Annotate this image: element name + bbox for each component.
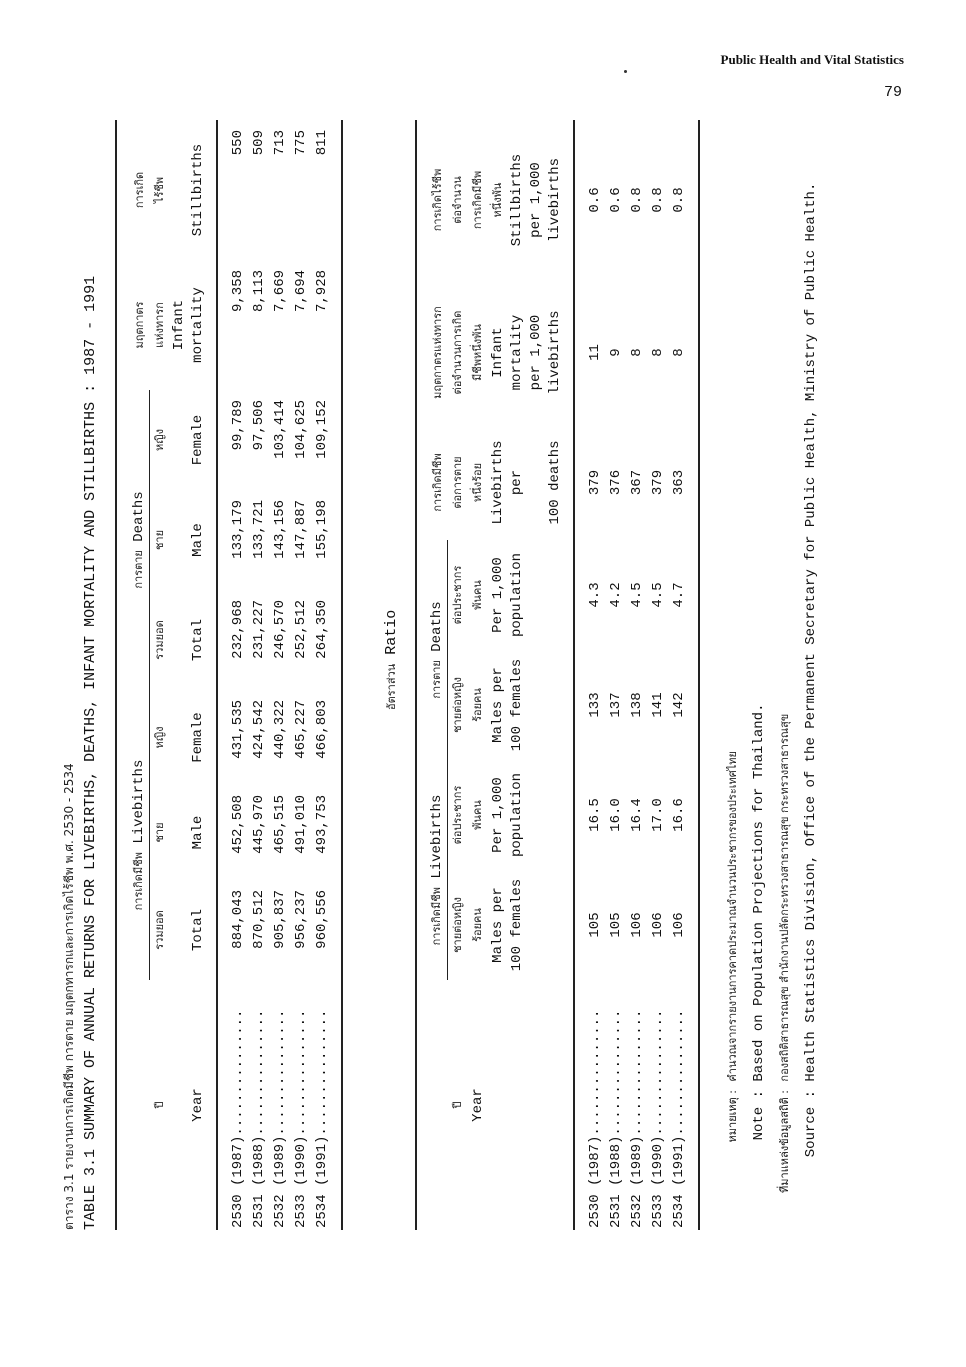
lb-female: 431,535 [230,700,246,759]
d-male: 147,887 [293,500,309,559]
lb-female: 440,322 [272,700,288,759]
c1-en2: 100 females [509,878,525,972]
c3-en2: 100 females [509,658,525,752]
c4-th2: พันคน [471,580,484,610]
still-th2: ไร้ชีพ [153,176,166,204]
c7: 0.8 [629,187,645,213]
d-male: 133,721 [251,500,267,559]
lb-total: 870,512 [251,890,267,949]
c5-th3: หนึ่งร้อย [471,462,484,503]
c3: 133 [587,692,603,718]
lb-male: 445,970 [251,795,267,854]
lb-female: 465,227 [293,700,309,759]
lb-female-th: หญิง [153,726,166,749]
c5: 376 [608,469,624,496]
lb-female: 424,542 [251,700,267,759]
d-female-en: Female [190,414,206,466]
table-row [270,120,291,1230]
note-thai-line [720,183,746,1230]
d-total: 231,227 [251,600,267,659]
lb-total-th: รวมยอด [153,910,166,950]
c5-th2: ต่อการตาย [451,456,464,509]
c7-th3: การเกิดมีชีพ [471,170,484,230]
c1: 106 [650,912,666,938]
c7-en3: livebirths [547,158,563,243]
still-th1: การเกิด [132,171,146,209]
c3: 141 [650,692,666,718]
row-year: 2534 (1991)............... [314,1009,330,1228]
d-male-th: ชาย [153,529,166,551]
table-row [627,120,648,1230]
speck [624,70,627,73]
c4: 4.2 [608,582,624,608]
c2-en1: Per 1,000 [490,777,506,853]
ratio-year-en: Year [470,1088,486,1122]
lb-total: 905,837 [272,890,288,949]
c7-en2: per 1,000 [528,162,544,238]
lb-total: 884,043 [230,890,246,949]
livebirths-th: การเกิดมีชีพ [132,852,145,911]
lb-male: 491,010 [293,795,309,854]
c4-th1: ต่อประชากร [451,565,464,625]
d-total-th: รวมยอด [153,620,166,660]
c4: 4.5 [650,582,666,608]
d-total: 264,350 [314,600,330,659]
c2: 17.0 [650,798,666,832]
ratio-year-th: ปี [451,1101,464,1109]
source-text-th: กองสถิติสาธารณสุข สำนักงานปลัดกระทรวงสาธารณสุข กระทรวงสาธารณสุข [778,713,791,1082]
d-male: 155,198 [314,500,330,559]
ratio-label [382,610,400,710]
ratio-deaths-th: การตาย [430,660,443,699]
year-header-cell [116,980,150,1230]
still: 713 [272,130,288,156]
c7-th2: ต่อจำนวน [451,176,464,224]
summary-table [115,120,343,1230]
row-year: 2532 (1989)............... [272,1009,288,1228]
table-title-thai: ตาราง 3.1 รายงานการเกิดมีชีพ การตาย มฤตกทารกและการเกิดไร้ชีพ พ.ศ. 2530 - 2534 [62,763,76,1230]
table-row [606,120,627,1230]
ratio-livebirths-th: การเกิดมีชีพ [430,887,443,946]
c5: 363 [671,469,687,496]
c6-en2: mortality [509,314,525,391]
table-row [648,120,669,1230]
lb-total: 960,556 [314,890,330,949]
c6: 8 [671,348,687,357]
c2: 16.5 [587,798,603,832]
lb-male: 452,508 [230,795,246,854]
note-label-en: Note : [751,1090,767,1141]
c7: 0.6 [587,187,603,213]
c3-en1: Males per [490,667,506,743]
c6-th1: มฤตกาตรแห่งทารก [430,306,444,399]
c7-en1: Stillbirths [509,153,525,247]
lb-total-en: Total [190,909,206,952]
d-female: 109,152 [314,400,330,459]
infant-th1: มฤตกาตร [132,301,146,349]
deaths-group-header [116,390,150,690]
c1: 105 [587,912,603,938]
c2-th1: ต่อประชากร [451,785,464,845]
deaths-en: Deaths [131,491,147,542]
c6: 8 [650,348,666,357]
d-female: 103,414 [272,400,288,459]
infant: 7,669 [272,270,288,313]
c7: 0.6 [608,187,624,213]
c5: 379 [587,469,603,496]
c1: 106 [671,912,687,938]
infant-en2: mortality [190,287,206,363]
d-total: 246,570 [272,600,288,659]
row-year: 2533 (1990)............... [293,1009,309,1228]
c6-en1: Infant [490,327,506,378]
table-row [574,120,606,1230]
note-english-line [746,183,772,1230]
c6-en3: per 1,000 [528,314,544,391]
d-male: 133,179 [230,500,246,559]
c5: 367 [629,469,645,496]
c7-en-rest [527,120,574,280]
d-total: 252,512 [293,600,309,659]
row-year: 2531 (1988)............... [251,1009,267,1228]
row-year: 2530 (1987)............... [230,1009,246,1228]
c2-en2: population [509,773,525,858]
ratio-deaths-group [416,540,448,760]
c6-th3: มีชีพหนึ่งพัน [471,324,484,381]
c3: 138 [629,692,645,718]
year-en: Year [190,1088,206,1122]
page-number: 79 [883,84,902,101]
lb-total: 956,237 [293,890,309,949]
row-year: 2534 (1991)............... [671,1009,687,1228]
table-row [249,120,270,1230]
lb-female: 466,803 [314,700,330,759]
row-year: 2533 (1990)............... [650,1009,666,1228]
source-text-en: Health Statistics Division, Office of the Permanent Secretary for Public Health, Ministry of Public Health. [803,182,819,1082]
c1-th1: ชายต่อหญิง [451,897,464,953]
c7: 0.8 [671,187,687,213]
c4: 4.7 [671,582,687,608]
c2: 16.0 [608,798,624,832]
infant: 8,113 [251,270,267,313]
table-row [669,120,699,1230]
source-label-en: Source : [803,1090,819,1158]
still: 811 [314,130,330,156]
row-year: 2531 (1988)............... [608,1009,624,1228]
table-notes [720,183,824,1230]
d-female: 99,789 [230,400,246,451]
c4: 4.3 [587,582,603,608]
c5-en1: Livebirths [490,440,506,525]
c7: 0.8 [650,187,666,213]
c1-en1: Males per [490,887,506,963]
infant-en1: Infant [171,299,187,351]
infant: 9,358 [230,270,246,313]
c7-th4: หนึ่งพัน [491,182,504,218]
ratio-label-th: อัตราส่วน [385,663,398,710]
c5-en3: 100 deaths [547,440,563,525]
c4: 4.5 [629,582,645,608]
infant: 7,694 [293,270,309,313]
ratio-table [415,120,700,1230]
table-row [217,120,249,1230]
lb-male-en: Male [190,815,206,850]
year-th: ปี [153,1101,166,1109]
still: 775 [293,130,309,156]
c1: 105 [608,912,624,938]
c5-en2: per [509,469,525,496]
running-header: Public Health and Vital Statistics [720,52,904,67]
c3: 142 [671,692,687,718]
livebirths-group-header [116,690,150,980]
c6-th2: ต่อจำนวนการเกิด [451,310,464,395]
c6: 8 [629,348,645,357]
source-label-th: ที่มาแหล่งข้อมูลสถิติ : [778,1090,791,1193]
lb-male: 465,515 [272,795,288,854]
d-female-th: หญิง [153,429,166,451]
lb-male: 493,753 [314,795,330,854]
c2-th2: พันคน [471,800,484,830]
c1: 106 [629,912,645,938]
deaths-th: การตาย [132,550,145,589]
infant: 7,928 [314,270,330,313]
infant-header-th1 [116,260,150,390]
c4-en2: population [509,553,525,638]
infant-en [170,260,217,390]
c3-th2: ร้อยคน [471,688,484,722]
ratio-deaths-en: Deaths [429,601,445,652]
d-male: 143,156 [272,500,288,559]
c6-en4: livebirths [547,310,563,395]
table-row [312,120,342,1230]
c2: 16.6 [671,798,687,832]
c4-en1: Per 1,000 [490,557,506,633]
c2: 16.4 [629,798,645,832]
c7-th1: การเกิดไร้ชีพ [430,168,444,232]
c6-en-rest [527,280,574,425]
d-total-en: Total [190,619,206,662]
c3: 137 [608,692,624,718]
ratio-livebirths-en: Livebirths [429,794,445,879]
d-total: 232,968 [230,600,246,659]
table-row [291,120,312,1230]
c3-th1: ชายต่อหญิง [451,677,464,733]
c1-th2: ร้อยคน [471,908,484,942]
source-english-line [798,183,824,1230]
rotated-table-page [60,120,900,1230]
row-year: 2532 (1989)............... [629,1009,645,1228]
d-female: 97,506 [251,400,267,451]
lb-male-th: ชาย [153,822,166,843]
source-thai-line [772,183,798,1230]
ratio-label-en: Ratio [383,609,400,655]
c6: 9 [608,348,624,357]
d-male-en: Male [190,523,206,557]
note-label-th: หมายเหตุ : [726,1090,739,1143]
still: 509 [251,130,267,156]
row-year: 2530 (1987)............... [587,1009,603,1228]
ratio-livebirths-group [416,760,448,980]
infant-th2: แห่งทารก [153,302,166,348]
note-text-en: Based on Population Projections for Thailand. [751,703,767,1082]
c5-th1: การเกิดมีชีพ [430,453,444,512]
table-title-english: TABLE 3.1 SUMMARY OF ANNUAL RETURNS FOR LIVEBIRTHS, DEATHS, INFANT MORTALITY AND STILLBIRTHS : 1987 - 1991 [82,275,99,1230]
still-en: Stillbirths [190,143,206,237]
lb-female-en: Female [190,712,206,763]
livebirths-en: Livebirths [131,759,147,844]
note-text-th: คำนวณจากรายงานการคาดประมาณจำนวนประชากรของประเทศไทย [726,751,739,1082]
still: 550 [230,130,246,156]
c6: 11 [587,344,603,361]
still-header-th1 [116,120,150,260]
c5: 379 [650,469,666,496]
d-female: 104,625 [293,400,309,459]
